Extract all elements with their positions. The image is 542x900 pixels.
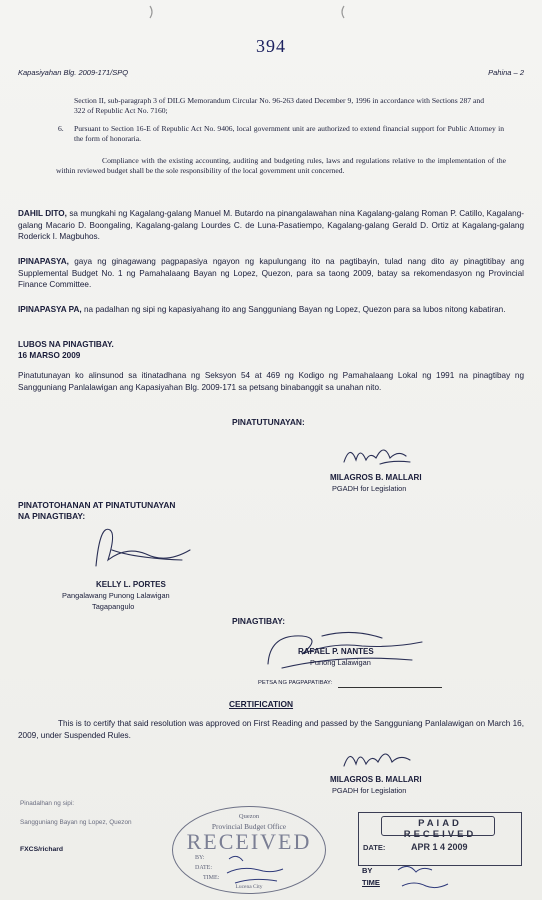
- paid-received-stamp: [358, 812, 522, 866]
- portes-signature: [86, 520, 196, 576]
- paid-date-label: DATE:: [363, 843, 386, 852]
- attester-title: PGADH for Legislation: [332, 484, 407, 493]
- approval-date-label: PETSA NG PAGPAPATIBAY:: [258, 680, 333, 686]
- section-reference-text: Section II, sub-paragraph 3 of DILG Memorandum Circular No. 96-263 dated December 9, 1996 in accordance with Sections 287 and 322 of Republic Act No. 7160;: [74, 96, 484, 116]
- stamp-date-label: DATE:: [195, 865, 212, 871]
- vice-governor-name: KELLY L. PORTES: [96, 580, 166, 589]
- stamp-city: Lucena City: [235, 884, 263, 890]
- punch-marks: [0, 0, 542, 24]
- page-indicator: Pahina – 2: [488, 68, 524, 77]
- stamp-handwriting: [223, 851, 303, 887]
- mallari-signature-1: [340, 438, 430, 472]
- dahil-dito-text: sa mungkahi ng Kagalang-galang Manuel M. Butardo na pinangalawahan nina Kagalang-galang Roman P. Catillo, Kagalang-galang Macario D. Boongaling, Kagalang-galang Lourdes C. de Luna-Pasatiempo, Kagalang-galang Gerald D. Ortiz at Kagalang-galang Roderick I. Magbuhos.: [18, 209, 524, 241]
- lubos-date: 16 MARSO 2009: [18, 351, 81, 360]
- ipinapasya-pa-paragraph: [18, 304, 524, 316]
- paid-time-label: TIME: [362, 878, 380, 887]
- attester-name: MILAGROS B. MALLARI: [330, 473, 422, 482]
- item-6-text: Pursuant to Section 16-E of Republic Act No. 9406, local government unit are authorized to extend financial support for Public Attorney in the form of honoraria.: [74, 124, 504, 144]
- ipinapasya-paragraph: [18, 256, 524, 291]
- certifier-name: MILAGROS B. MALLARI: [330, 775, 422, 784]
- copy-furnished-label: Pinadalhan ng sipi:: [20, 800, 75, 807]
- compliance-paragraph: Compliance with the existing accounting, auditing and budgeting rules, laws and regulations relative to the implementation of the within reviewed budget shall be the sole responsibility of the local government unit concerned.: [56, 156, 506, 176]
- paid-by-label: BY: [362, 866, 373, 875]
- item-number: 6.: [58, 124, 64, 133]
- stamp-paid-received-word: RECEIVED: [403, 829, 477, 840]
- stamp-time-label: TIME:: [203, 875, 220, 881]
- pinagtibay-heading: PINAGTIBAY:: [232, 616, 286, 626]
- stamp-paid-word: PAIAD: [418, 818, 462, 829]
- stamp-by-label: BY:: [195, 855, 205, 861]
- pinatutunayan-heading: PINATUTUNAYAN:: [232, 417, 305, 427]
- pinatutunayan-paragraph: Pinatutunayan ko alinsunod sa itinatadhana ng Seksyon 54 at 469 ng Kodigo ng Pamahalaang Lokal ng 1991 na pinagtibay ng Sangguniang Panlalawigan ang Kapasiyahan Blg. 2009-171 sa petsang binabanggit sa unahan nito.: [18, 371, 524, 392]
- ipinapasya-pa-text: na padalhan ng sipi ng kapasiyahang ito ang Sangguniang Bayan ng Lopez, Quezon para sa lubos nitong kabatiran.: [81, 305, 506, 314]
- vice-governor-title: Pangalawang Punong Lalawigan: [62, 591, 170, 600]
- governor-name: RAFAEL P. NANTES: [298, 647, 374, 656]
- vice-governor-role: Tagapangulo: [92, 602, 135, 611]
- paid-stamp-handwriting: [392, 860, 482, 894]
- ipinapasya-text: gaya ng ginagawang pagpapasiya ngayon ng kapulungang ito na pagtibayin, tulad nang dito ay pinagtitibay ang Supplemental Budget No. 1 ng Pamahalaang Bayan ng Lopez, Quezon, para sa taong 2009, batay sa rekomendasyon ng Provincial Finance Committee.: [18, 257, 524, 289]
- initials: FXCS/richard: [20, 846, 64, 853]
- approval-date-line: [338, 687, 442, 688]
- certification-text: This is to certify that said resolution was approved on First Reading and passed by the Sangguniang Panlalawigan on March 16, 2009, under Suspended Rules.: [18, 719, 524, 740]
- ipinapasya-lead: IPINAPASYA,: [18, 257, 69, 266]
- paid-date-value: APR 1 4 2009: [411, 842, 468, 852]
- stamp-province: Quezon: [238, 813, 260, 820]
- copy-recipient: Sangguniang Bayan ng Lopez, Quezon: [20, 819, 132, 826]
- budget-office-received-stamp: [172, 806, 326, 894]
- pinatotohanan-heading-2: NA PINAGTIBAY:: [18, 511, 86, 521]
- ipinapasya-pa-lead: IPINAPASYA PA,: [18, 305, 82, 314]
- certifier-title: PGADH for Legislation: [332, 786, 407, 795]
- resolution-reference: Kapasiyahan Blg. 2009-171/SPQ: [18, 68, 129, 77]
- certification-heading: CERTIFICATION: [229, 699, 294, 709]
- stamp-received-word: RECEIVED: [186, 829, 312, 854]
- mallari-signature-2: [340, 744, 430, 774]
- governor-title: Punong Lalawigan: [310, 658, 371, 667]
- page-number: 394: [256, 36, 286, 56]
- stamp-office: Provincial Budget Office: [211, 822, 287, 831]
- dahil-dito-paragraph: [18, 208, 524, 243]
- dahil-dito-lead: DAHIL DITO,: [18, 209, 67, 218]
- lubos-heading: LUBOS NA PINAGTIBAY.: [18, 340, 114, 349]
- pinatotohanan-heading-1: PINATOTOHANAN AT PINATUTUNAYAN: [18, 500, 176, 510]
